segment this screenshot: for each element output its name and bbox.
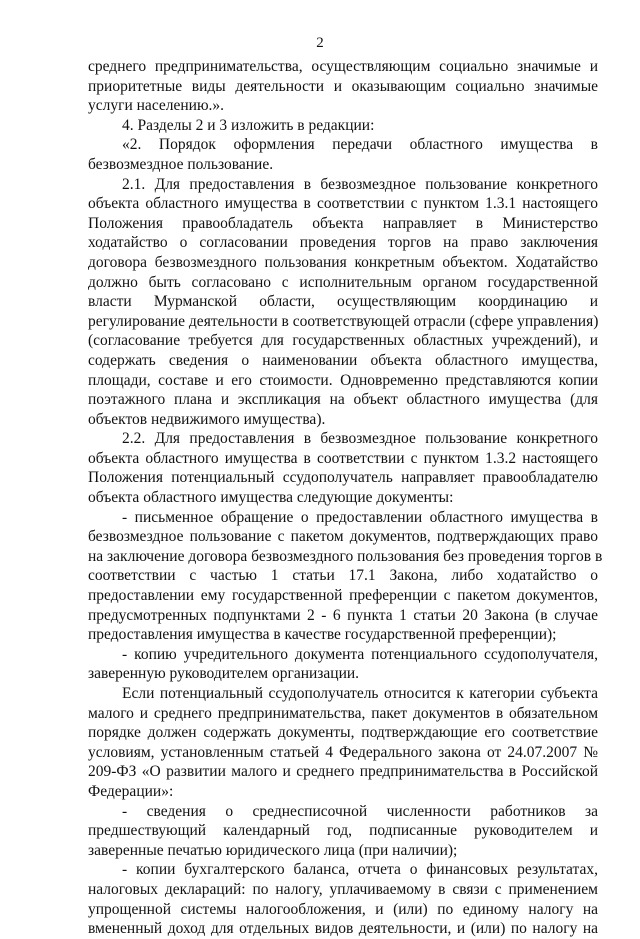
text-line: малого и среднего предпринимательства, пакет документов в обязательном	[88, 704, 598, 722]
text-line: упрощенной системы налогообложения, и (или) по единому налогу на	[88, 900, 598, 918]
text-line: объекта областного имущества следующие документы:	[88, 489, 454, 507]
text-line: площади, составе и его стоимости. Одновременно представляются копии	[88, 371, 598, 389]
text-line: безвозмездное пользование.	[88, 155, 274, 173]
text-line: 2.2. Для предоставления в безвозмездное пользование конкретного	[122, 430, 598, 448]
text-line: предоставлении ему государственной преференции с пакетом документов,	[88, 587, 598, 605]
text-line: власти Мурманской области, осуществляющим координацию и	[88, 293, 598, 311]
text-line: 2.1. Для предоставления в безвозмездное пользование конкретного	[122, 175, 598, 193]
text-line: - копию учредительного документа потенциального ссудополучателя,	[122, 645, 598, 663]
text-line: договора безвозмездного пользования конкретным объектом. Ходатайство	[88, 253, 598, 271]
text-line: безвозмездное пользование с пакетом документов, подтверждающих право	[88, 528, 598, 546]
document-body	[88, 57, 603, 939]
text-line: 4. Разделы 2 и 3 изложить в редакции:	[122, 116, 375, 134]
text-line: предшествующий календарный год, подписанные руководителем и	[88, 822, 598, 840]
text-line: поэтажного плана и экспликация на объект областного имущества (для	[88, 391, 598, 409]
text-line: - письменное обращение о предоставлении областного имущества в	[122, 508, 598, 526]
text-line: заверенную руководителем организации.	[88, 665, 360, 683]
text-line: Положения правообладатель объекта направляет в Министерство	[88, 214, 598, 232]
text-line: вмененный доход для отдельных видов деятельности, и (или) по налогу на	[88, 920, 598, 938]
text-line: объектов недвижимого имущества).	[88, 410, 326, 428]
text-line: ходатайство о согласовании проведения торгов на право заключения	[88, 234, 598, 252]
text-line: порядке должен содержать документы, подтверждающие его соответствие	[88, 724, 598, 742]
text-line: - копии бухгалтерского баланса, отчета о финансовых результатах,	[122, 861, 598, 879]
text-line: объекта областного имущества в соответствии с пунктом 1.3.1 настоящего	[88, 195, 598, 213]
text-line: 209-ФЗ «О развитии малого и среднего предпринимательства в Российской	[88, 763, 598, 781]
text-line: «2. Порядок оформления передачи областного имущества в	[122, 136, 598, 154]
text-line: содержать сведения о наименовании объекта областного имущества,	[88, 351, 598, 369]
text-line: объекта областного имущества в соответствии с пунктом 1.3.2 настоящего	[88, 449, 598, 467]
text-line: услуги населению.».	[88, 97, 225, 115]
text-line: среднего предпринимательства, осуществляющим социально значимые и	[88, 58, 598, 75]
text-line: заверенные печатью юридического лица (при наличии);	[88, 841, 458, 859]
text-line: Если потенциальный ссудополучатель относится к категории субъекта	[122, 685, 598, 702]
text-line: (согласование требуется для государственных областных учреждений), и	[88, 332, 598, 350]
page-number: 2	[316, 35, 324, 51]
text-line: предоставления имущества в качестве государственной преференции);	[88, 626, 557, 644]
text-line: соответствии с частью 1 статьи 17.1 Закона, либо ходатайство о	[88, 567, 598, 585]
text-line: налоговых деклараций: по налогу, уплачиваемому в связи с применением	[88, 880, 598, 898]
text-line: Федерации»:	[88, 782, 174, 800]
text-line: приоритетные виды деятельности и оказывающим социально значимые	[88, 77, 598, 95]
text-line: условиям, установленным статьей 4 Федерального закона от 24.07.2007 №	[88, 743, 598, 761]
text-line: должно быть согласовано с исполнительным органом государственной	[88, 273, 598, 291]
text-line: предусмотренных подпунктами 2 - 6 пункта 1 статьи 20 Закона (в случае	[88, 606, 598, 624]
text-line: на заключение договора безвозмездного пользования без проведения торгов в	[88, 547, 603, 565]
text-line: регулирование деятельности в соответствующей отрасли (сфере управления)	[88, 312, 599, 330]
text-line: Положения потенциальный ссудополучатель направляет правообладателю	[88, 469, 598, 487]
text-line: - сведения о среднесписочной численности работников за	[122, 802, 598, 820]
